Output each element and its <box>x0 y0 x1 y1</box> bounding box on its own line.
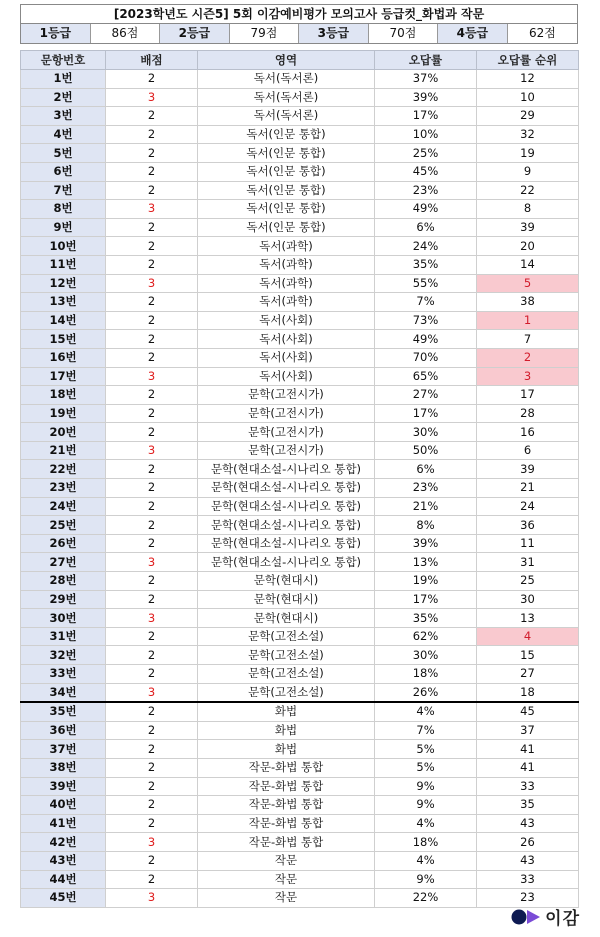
error-rank-cell: 17 <box>477 386 579 405</box>
question-cell: 22번 <box>21 460 106 479</box>
points-cell: 2 <box>106 627 198 646</box>
error-rank-cell: 16 <box>477 423 579 442</box>
area-cell: 독서(사회) <box>198 367 375 386</box>
table-row <box>21 88 579 107</box>
points-cell: 2 <box>106 814 198 833</box>
error-rate-cell: 9% <box>375 796 477 815</box>
table-row <box>21 683 579 702</box>
points-cell: 2 <box>106 665 198 684</box>
error-rank-cell: 15 <box>477 646 579 665</box>
error-rank-cell: 10 <box>477 88 579 107</box>
points-cell: 3 <box>106 889 198 908</box>
error-rank-cell: 41 <box>477 740 579 759</box>
table-row <box>21 404 579 423</box>
question-cell: 42번 <box>21 833 106 852</box>
points-cell: 3 <box>106 200 198 219</box>
error-rate-cell: 13% <box>375 553 477 572</box>
question-cell: 19번 <box>21 404 106 423</box>
question-cell: 34번 <box>21 683 106 702</box>
error-rate-cell: 4% <box>375 702 477 721</box>
error-rank-cell: 22 <box>477 181 579 200</box>
brand-name: 이감 <box>545 909 580 929</box>
table-row <box>21 553 579 572</box>
error-rate-cell: 9% <box>375 777 477 796</box>
question-cell: 24번 <box>21 497 106 516</box>
points-cell: 2 <box>106 404 198 423</box>
table-row <box>21 702 579 721</box>
question-cell: 33번 <box>21 665 106 684</box>
table-row <box>21 627 579 646</box>
question-cell: 31번 <box>21 627 106 646</box>
points-cell: 2 <box>106 534 198 553</box>
error-rate-cell: 25% <box>375 144 477 163</box>
error-rate-cell: 18% <box>375 665 477 684</box>
table-row <box>21 181 579 200</box>
area-cell: 독서(인문 통합) <box>198 162 375 181</box>
question-cell: 9번 <box>21 218 106 237</box>
area-cell: 독서(인문 통합) <box>198 144 375 163</box>
area-cell: 작문 <box>198 889 375 908</box>
error-rank-cell: 45 <box>477 702 579 721</box>
error-rank-cell: 29 <box>477 107 579 126</box>
question-cell: 7번 <box>21 181 106 200</box>
table-row <box>21 423 579 442</box>
area-cell: 문학(고전소설) <box>198 665 375 684</box>
question-cell: 41번 <box>21 814 106 833</box>
area-cell: 독서(독서론) <box>198 70 375 89</box>
error-rate-cell: 50% <box>375 441 477 460</box>
igam-logo-icon <box>511 909 541 925</box>
points-cell: 2 <box>106 181 198 200</box>
question-cell: 10번 <box>21 237 106 256</box>
table-row <box>21 665 579 684</box>
points-cell: 2 <box>106 255 198 274</box>
error-rank-cell: 26 <box>477 833 579 852</box>
error-rank-cell: 4 <box>477 627 579 646</box>
table-row <box>21 889 579 908</box>
table-row <box>21 70 579 89</box>
points-cell: 2 <box>106 237 198 256</box>
area-cell: 독서(과학) <box>198 274 375 293</box>
error-rate-cell: 8% <box>375 516 477 535</box>
error-rank-cell: 24 <box>477 497 579 516</box>
table-row <box>21 460 579 479</box>
question-cell: 6번 <box>21 162 106 181</box>
error-rate-cell: 55% <box>375 274 477 293</box>
error-rate-cell: 65% <box>375 367 477 386</box>
area-cell: 독서(과학) <box>198 237 375 256</box>
error-rate-table <box>20 50 579 908</box>
points-cell: 3 <box>106 274 198 293</box>
question-cell: 32번 <box>21 646 106 665</box>
area-cell: 독서(인문 통합) <box>198 181 375 200</box>
question-cell: 37번 <box>21 740 106 759</box>
question-cell: 26번 <box>21 534 106 553</box>
error-rate-cell: 18% <box>375 833 477 852</box>
error-rank-cell: 6 <box>477 441 579 460</box>
points-cell: 2 <box>106 516 198 535</box>
table-row <box>21 441 579 460</box>
table-row <box>21 237 579 256</box>
points-cell: 3 <box>106 609 198 628</box>
table-row <box>21 218 579 237</box>
table-row <box>21 107 579 126</box>
error-rate-cell: 17% <box>375 107 477 126</box>
error-rank-cell: 21 <box>477 479 579 498</box>
error-rank-cell: 32 <box>477 125 579 144</box>
table-header-row <box>21 51 579 70</box>
grade-label: 4등급 <box>438 24 508 43</box>
error-rank-cell: 36 <box>477 516 579 535</box>
area-cell: 문학(고전시가) <box>198 423 375 442</box>
area-cell: 독서(과학) <box>198 255 375 274</box>
area-cell: 작문-화법 통합 <box>198 758 375 777</box>
error-rank-cell: 3 <box>477 367 579 386</box>
question-cell: 25번 <box>21 516 106 535</box>
table-row <box>21 497 579 516</box>
area-cell: 독서(인문 통합) <box>198 125 375 144</box>
points-cell: 3 <box>106 88 198 107</box>
error-rate-cell: 10% <box>375 125 477 144</box>
error-rate-cell: 6% <box>375 460 477 479</box>
area-cell: 독서(과학) <box>198 293 375 312</box>
area-cell: 문학(고전소설) <box>198 683 375 702</box>
area-cell: 독서(사회) <box>198 348 375 367</box>
error-rate-cell: 21% <box>375 497 477 516</box>
points-cell: 3 <box>106 553 198 572</box>
error-rank-cell: 13 <box>477 609 579 628</box>
error-rate-cell: 49% <box>375 200 477 219</box>
table-row <box>21 590 579 609</box>
error-rank-cell: 19 <box>477 144 579 163</box>
table-row <box>21 386 579 405</box>
question-cell: 2번 <box>21 88 106 107</box>
error-rank-cell: 23 <box>477 889 579 908</box>
table-row <box>21 796 579 815</box>
points-cell: 2 <box>106 796 198 815</box>
error-rate-cell: 24% <box>375 237 477 256</box>
table-row <box>21 200 579 219</box>
question-cell: 35번 <box>21 702 106 721</box>
table-row <box>21 144 579 163</box>
error-rank-cell: 14 <box>477 255 579 274</box>
error-rank-cell: 39 <box>477 460 579 479</box>
points-cell: 2 <box>106 479 198 498</box>
error-rank-cell: 43 <box>477 851 579 870</box>
table-row <box>21 814 579 833</box>
question-cell: 12번 <box>21 274 106 293</box>
grade-label: 3등급 <box>299 24 369 43</box>
error-rate-cell: 37% <box>375 70 477 89</box>
error-rank-cell: 18 <box>477 683 579 702</box>
error-rate-cell: 4% <box>375 814 477 833</box>
table-row <box>21 125 579 144</box>
error-rate-cell: 6% <box>375 218 477 237</box>
table-row <box>21 311 579 330</box>
error-rank-cell: 41 <box>477 758 579 777</box>
error-rate-cell: 73% <box>375 311 477 330</box>
error-rate-cell: 17% <box>375 590 477 609</box>
question-cell: 27번 <box>21 553 106 572</box>
grade-score: 62점 <box>508 24 577 43</box>
error-rank-cell: 30 <box>477 590 579 609</box>
area-cell: 문학(현대소설-시나리오 통합) <box>198 479 375 498</box>
area-cell: 문학(현대소설-시나리오 통합) <box>198 460 375 479</box>
table-row <box>21 516 579 535</box>
grade-score: 86점 <box>91 24 160 43</box>
column-header-area: 영역 <box>198 51 375 70</box>
points-cell: 2 <box>106 125 198 144</box>
points-cell: 3 <box>106 441 198 460</box>
error-rank-cell: 25 <box>477 572 579 591</box>
table-row <box>21 758 579 777</box>
points-cell: 2 <box>106 70 198 89</box>
table-row <box>21 534 579 553</box>
error-rank-cell: 39 <box>477 218 579 237</box>
points-cell: 2 <box>106 144 198 163</box>
points-cell: 2 <box>106 423 198 442</box>
question-cell: 23번 <box>21 479 106 498</box>
error-rate-cell: 23% <box>375 181 477 200</box>
points-cell: 2 <box>106 702 198 721</box>
question-cell: 15번 <box>21 330 106 349</box>
error-rank-cell: 11 <box>477 534 579 553</box>
area-cell: 문학(현대소설-시나리오 통합) <box>198 534 375 553</box>
question-cell: 29번 <box>21 590 106 609</box>
error-rate-cell: 30% <box>375 646 477 665</box>
error-rank-cell: 5 <box>477 274 579 293</box>
error-rank-cell: 38 <box>477 293 579 312</box>
points-cell: 2 <box>106 740 198 759</box>
table-row <box>21 740 579 759</box>
points-cell: 2 <box>106 721 198 740</box>
question-cell: 11번 <box>21 255 106 274</box>
points-cell: 2 <box>106 348 198 367</box>
error-rate-cell: 5% <box>375 758 477 777</box>
table-row <box>21 646 579 665</box>
error-rate-cell: 17% <box>375 404 477 423</box>
question-cell: 5번 <box>21 144 106 163</box>
area-cell: 문학(현대시) <box>198 609 375 628</box>
table-row <box>21 572 579 591</box>
area-cell: 독서(사회) <box>198 311 375 330</box>
error-rate-cell: 27% <box>375 386 477 405</box>
points-cell: 2 <box>106 851 198 870</box>
question-cell: 45번 <box>21 889 106 908</box>
error-rate-cell: 45% <box>375 162 477 181</box>
column-header-error-rank: 오답률 순위 <box>477 51 579 70</box>
grade-label: 1등급 <box>21 24 91 43</box>
points-cell: 2 <box>106 646 198 665</box>
table-row <box>21 833 579 852</box>
error-rank-cell: 28 <box>477 404 579 423</box>
area-cell: 문학(현대소설-시나리오 통합) <box>198 497 375 516</box>
table-row <box>21 274 579 293</box>
question-cell: 16번 <box>21 348 106 367</box>
table-row <box>21 293 579 312</box>
question-cell: 36번 <box>21 721 106 740</box>
error-rank-cell: 9 <box>477 162 579 181</box>
table-row <box>21 162 579 181</box>
points-cell: 2 <box>106 572 198 591</box>
table-row <box>21 721 579 740</box>
error-rate-cell: 70% <box>375 348 477 367</box>
error-rank-cell: 33 <box>477 777 579 796</box>
area-cell: 독서(독서론) <box>198 107 375 126</box>
area-cell: 문학(현대소설-시나리오 통합) <box>198 516 375 535</box>
area-cell: 작문-화법 통합 <box>198 814 375 833</box>
question-cell: 40번 <box>21 796 106 815</box>
column-header-error-rate: 오답률 <box>375 51 477 70</box>
error-rate-cell: 7% <box>375 721 477 740</box>
question-cell: 3번 <box>21 107 106 126</box>
question-cell: 44번 <box>21 870 106 889</box>
error-rank-cell: 43 <box>477 814 579 833</box>
points-cell: 2 <box>106 460 198 479</box>
error-rate-cell: 39% <box>375 88 477 107</box>
area-cell: 작문-화법 통합 <box>198 796 375 815</box>
area-cell: 문학(고전소설) <box>198 646 375 665</box>
area-cell: 화법 <box>198 721 375 740</box>
points-cell: 2 <box>106 758 198 777</box>
table-row <box>21 609 579 628</box>
question-cell: 1번 <box>21 70 106 89</box>
error-rate-cell: 23% <box>375 479 477 498</box>
error-rank-cell: 7 <box>477 330 579 349</box>
area-cell: 문학(고전소설) <box>198 627 375 646</box>
points-cell: 3 <box>106 367 198 386</box>
area-cell: 문학(현대시) <box>198 572 375 591</box>
points-cell: 3 <box>106 833 198 852</box>
error-rate-cell: 4% <box>375 851 477 870</box>
points-cell: 2 <box>106 777 198 796</box>
error-rank-cell: 27 <box>477 665 579 684</box>
table-row <box>21 479 579 498</box>
area-cell: 문학(고전시가) <box>198 404 375 423</box>
column-header-points: 배점 <box>106 51 198 70</box>
error-rank-cell: 31 <box>477 553 579 572</box>
error-rate-cell: 49% <box>375 330 477 349</box>
points-cell: 2 <box>106 386 198 405</box>
question-cell: 38번 <box>21 758 106 777</box>
question-cell: 18번 <box>21 386 106 405</box>
area-cell: 문학(현대소설-시나리오 통합) <box>198 553 375 572</box>
question-cell: 17번 <box>21 367 106 386</box>
area-cell: 문학(고전시가) <box>198 386 375 405</box>
points-cell: 2 <box>106 590 198 609</box>
error-rate-cell: 62% <box>375 627 477 646</box>
error-rank-cell: 2 <box>477 348 579 367</box>
error-rate-cell: 9% <box>375 870 477 889</box>
question-cell: 8번 <box>21 200 106 219</box>
error-rate-cell: 5% <box>375 740 477 759</box>
area-cell: 독서(독서론) <box>198 88 375 107</box>
page-title: [2023학년도 시즌5] 5회 이감예비평가 모의고사 등급컷_화법과 작문 <box>20 4 578 24</box>
area-cell: 작문-화법 통합 <box>198 777 375 796</box>
area-cell: 작문 <box>198 851 375 870</box>
area-cell: 화법 <box>198 702 375 721</box>
brand-logo <box>511 904 580 929</box>
question-cell: 43번 <box>21 851 106 870</box>
error-rate-cell: 26% <box>375 683 477 702</box>
points-cell: 2 <box>106 311 198 330</box>
area-cell: 독서(사회) <box>198 330 375 349</box>
error-rate-cell: 35% <box>375 609 477 628</box>
table-row <box>21 367 579 386</box>
error-rank-cell: 12 <box>477 70 579 89</box>
error-rank-cell: 33 <box>477 870 579 889</box>
error-rate-cell: 7% <box>375 293 477 312</box>
table-row <box>21 330 579 349</box>
area-cell: 작문 <box>198 870 375 889</box>
points-cell: 2 <box>106 107 198 126</box>
grade-score: 79점 <box>230 24 299 43</box>
error-rank-cell: 37 <box>477 721 579 740</box>
table-row <box>21 255 579 274</box>
question-cell: 20번 <box>21 423 106 442</box>
question-cell: 30번 <box>21 609 106 628</box>
grade-label: 2등급 <box>160 24 230 43</box>
points-cell: 2 <box>106 162 198 181</box>
table-row <box>21 870 579 889</box>
points-cell: 2 <box>106 497 198 516</box>
area-cell: 화법 <box>198 740 375 759</box>
points-cell: 2 <box>106 218 198 237</box>
table-row <box>21 777 579 796</box>
area-cell: 작문-화법 통합 <box>198 833 375 852</box>
error-rank-cell: 1 <box>477 311 579 330</box>
grade-cut-bar <box>20 24 578 44</box>
points-cell: 2 <box>106 870 198 889</box>
error-rank-cell: 8 <box>477 200 579 219</box>
points-cell: 2 <box>106 293 198 312</box>
error-rate-cell: 19% <box>375 572 477 591</box>
table-row <box>21 348 579 367</box>
area-cell: 독서(인문 통합) <box>198 200 375 219</box>
error-rate-cell: 22% <box>375 889 477 908</box>
question-cell: 21번 <box>21 441 106 460</box>
area-cell: 독서(인문 통합) <box>198 218 375 237</box>
question-cell: 13번 <box>21 293 106 312</box>
grade-score: 70점 <box>369 24 438 43</box>
error-rate-cell: 39% <box>375 534 477 553</box>
points-cell: 2 <box>106 330 198 349</box>
question-cell: 4번 <box>21 125 106 144</box>
points-cell: 3 <box>106 683 198 702</box>
error-rate-cell: 30% <box>375 423 477 442</box>
error-rank-cell: 20 <box>477 237 579 256</box>
error-rank-cell: 35 <box>477 796 579 815</box>
area-cell: 문학(현대시) <box>198 590 375 609</box>
column-header-question: 문항번호 <box>21 51 106 70</box>
question-cell: 39번 <box>21 777 106 796</box>
question-cell: 28번 <box>21 572 106 591</box>
question-cell: 14번 <box>21 311 106 330</box>
table-row <box>21 851 579 870</box>
area-cell: 문학(고전시가) <box>198 441 375 460</box>
error-rate-cell: 35% <box>375 255 477 274</box>
